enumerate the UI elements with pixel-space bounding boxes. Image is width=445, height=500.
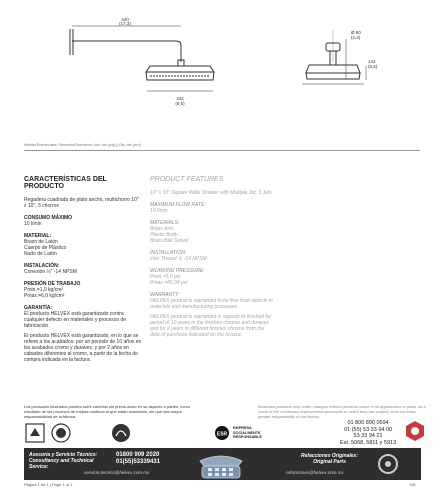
seal-logo-icon [50, 422, 72, 444]
esr-line-3: RESPONSABLE [233, 435, 262, 440]
heading-es: CARACTERÍSTICAS DEL PRODUCTO [24, 176, 107, 190]
section-title-en: MAXIMUM FLOW RATE: [150, 202, 206, 208]
dim-24: (2,4) [351, 35, 361, 40]
dim-95: (9,5) [175, 101, 185, 106]
section-text-en: Inlet Thread ½ -14 NPSM [150, 256, 207, 262]
telephone-icon [192, 449, 250, 479]
section-text-es: Conexión ½" -14 NPSM [24, 269, 77, 275]
section-text-en: Pmin.=5,0 psi Pmax.=85,34 psi [150, 274, 188, 286]
section-title-es: CONSUMO MÁXIMO [24, 215, 73, 221]
section-text-en: Brass Arm Plastic Body Brass Ball Swivel [150, 226, 189, 244]
page-status: Página 1 de 1 | Page 1 of 1 [24, 482, 73, 487]
green-building-logo-icon [110, 422, 132, 444]
dim-173: (17,3) [119, 21, 131, 26]
features-en [150, 176, 275, 338]
disclaimer-es: Los productos ilustrados pueden sufrir cambios sin previo aviso en su aspecto o partes, como resultado de los procesos de mejora continua al que están sometidos, sin que sea mayor responsabilidad de la fábrica. [24, 404, 191, 419]
parts-label: Refacciones Originales: Original Parts [301, 453, 358, 465]
section-text-es: Pmin.=1,0 kg/cm² Pmax.=6,0 kg/cm² [24, 287, 65, 299]
disclaimer-en: Illustrated products may suffer changes without previous notice in its appearance or parts, as a result of the continuous improvement processes to which they are subject, does not imply greater responsibility of the factory. [258, 404, 426, 419]
service-phone-2[interactable]: 01(55)53339431 [116, 459, 161, 465]
footer-band [24, 448, 421, 480]
hotline-3: 53 33 94 21 [353, 433, 383, 439]
ns-label: NS [410, 482, 416, 487]
section-title-es: INSTALACIÓN: [24, 263, 60, 269]
warranty-finish-en: HELVEX product is warranted in regards to finished for period of 10 years in the finishes chrome and duravex and for 2 years in different finishes chrome from the date of purchase indicated on the invoice. [150, 314, 272, 338]
intro-es: Regadera cuadrada de plato ancho, multichorro 10" x 10", 3 chorros [24, 197, 139, 209]
hotline-1: 01 800 890 0594 [347, 420, 389, 426]
section-text-es: El producto HELVEX está garantizado contra cualquier defecto en materiales y procesos de fabricación. [24, 311, 127, 329]
hex-logo-icon [404, 420, 426, 442]
dim-56: (5,6) [368, 64, 378, 69]
dimensions-caption: Medidas Referenciales / Referential Dimensions. Acot. mm [pulg.] / Dim: mm [inch] [24, 143, 141, 147]
section-text-es: 10 l/min [24, 221, 42, 227]
hotline-4: Ext. 5068, 5811 y 5913 [340, 439, 397, 446]
esr-logo [214, 425, 262, 441]
section-title-en: INSTALLATION: [150, 250, 187, 256]
service-email[interactable]: servicio.tecnico@helvex.com.mx [84, 470, 150, 475]
section-title-es: GARANTÍA: [24, 305, 53, 311]
warranty-finish-es: El producto HELVEX está garantizado, en lo que se refiere a los acabados: por un periodo de 10 años en los acabados cromo y duravex, y por 2 años en cabados diferentes al cromo, a partir de la fecha de compra indicada en la factura. [24, 333, 142, 363]
section-text-es: Brazo de Latón Cuerpo de Plástico Nudo de Latón [24, 239, 67, 257]
dim-440: 440 [121, 17, 129, 22]
section-title-en: MATERIALS: [150, 220, 180, 226]
service-label: Asesoría y Servicio Técnico: Consultancy and Technical Service: [29, 452, 98, 470]
divider [24, 150, 420, 151]
heading-en: PRODUCT FEATURES [150, 176, 224, 183]
parts-icon [374, 450, 402, 478]
section-text-en: 10 l/min [150, 208, 168, 214]
logos-row [24, 420, 424, 448]
dim-142: 142 [368, 59, 376, 64]
esr-icon [214, 425, 230, 441]
hotline-numbers [340, 420, 396, 446]
svg-text:ESR: ESR [216, 431, 228, 438]
esr-line-2: SOCIALMENTE [233, 430, 261, 435]
certification-logo-icon [24, 422, 46, 444]
section-title-es: PRESIÓN DE TRABAJO [24, 281, 81, 287]
section-title-en: WARRANTY: [150, 292, 180, 298]
hotline-2: 01 (55) 53 33 94 00 [344, 426, 393, 433]
dim-60: Ø 60 [351, 30, 361, 35]
section-title-es: MATERIAL: [24, 233, 52, 239]
section-text-en: HELVEX product is warranted to be free from defects in materials and manufacturing processes. [150, 298, 273, 310]
service-phone-1[interactable]: 01800 909 2020 [116, 452, 160, 458]
section-title-en: WORKING PRESSURE: [150, 268, 205, 274]
features-es [24, 176, 142, 363]
dim-242: 242 [176, 96, 184, 101]
technical-drawing [0, 0, 445, 140]
esr-line-1: EMPRESA [233, 426, 252, 431]
intro-en: 10" x 10" Square Wide Shower with Multiple Jet, 3 Jets [150, 190, 272, 196]
parts-email[interactable]: refacciones@helvex.com.mx [286, 470, 344, 475]
